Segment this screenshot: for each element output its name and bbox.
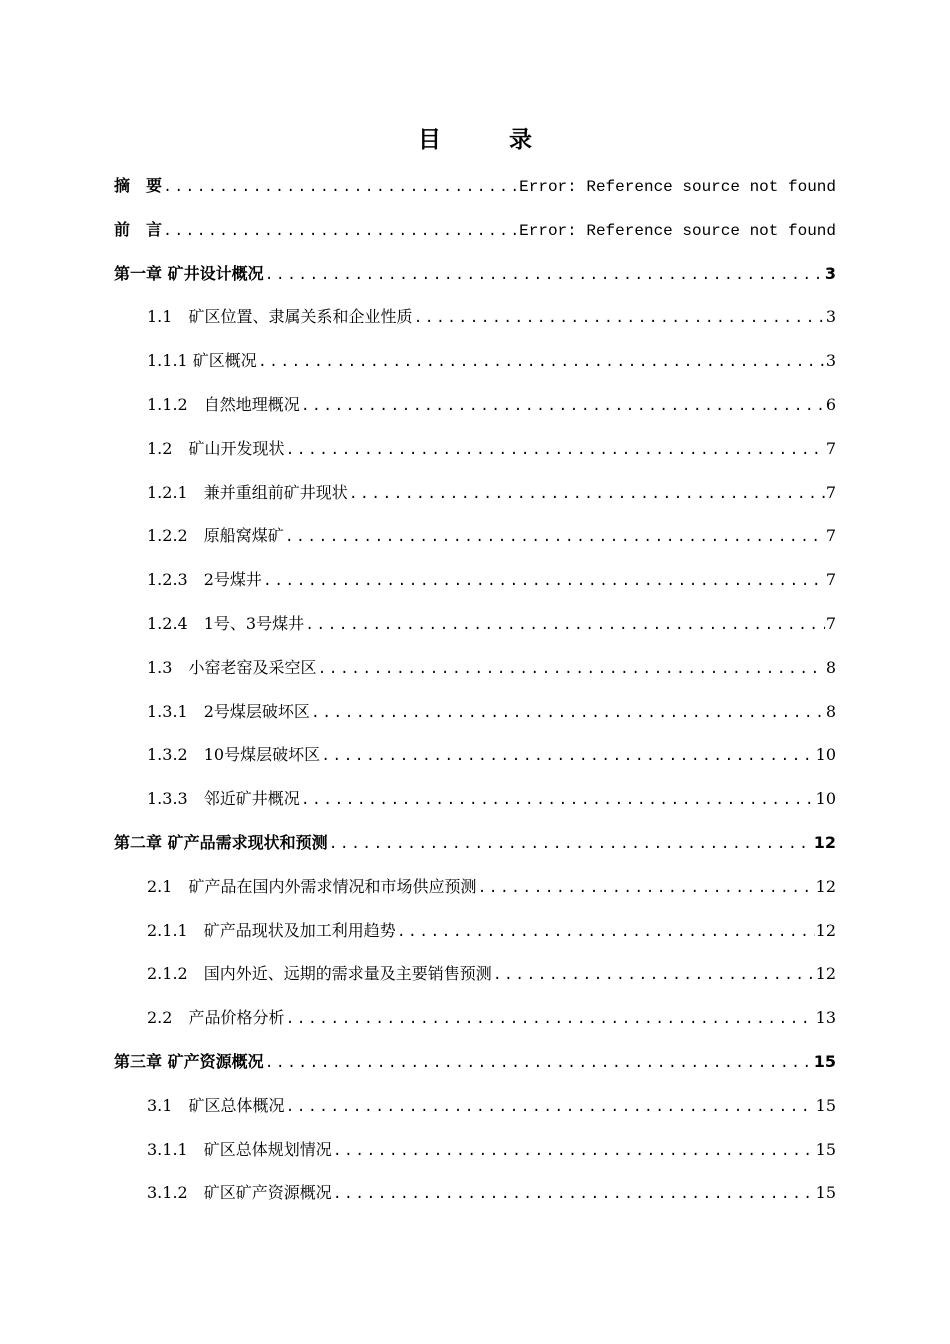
toc-entry-label: 第三章 矿产资源概况 [114,1052,264,1071]
toc-entry-label: 1.3.2 10号煤层破坏区 [147,745,321,765]
toc-dot-leader [285,998,814,1042]
toc-entry[interactable] [114,164,836,208]
toc-dot-leader [305,604,825,648]
toc-entry[interactable] [147,690,836,734]
toc-dot-leader [349,473,825,517]
toc-dot-leader [285,1086,814,1130]
toc-entry[interactable] [147,339,836,383]
toc-entry-page: 7 [825,526,836,546]
toc-dot-leader [301,779,815,823]
toc-entry-page: 15 [813,1052,836,1071]
toc-entry[interactable] [147,383,836,427]
toc-dot-leader [285,429,824,473]
toc-entry[interactable] [114,208,836,252]
toc-dot-leader [301,385,825,429]
toc-entry-label: 第二章 矿产品需求现状和预测 [114,833,328,852]
toc-dot-leader [265,1042,813,1086]
toc-entry-page: 7 [825,438,836,458]
toc-entry[interactable] [147,295,836,339]
toc-entry-label: 1.2.2 原船窝煤矿 [147,526,284,546]
toc-entry[interactable] [147,1171,836,1215]
toc-entry-page: 15 [815,1139,836,1159]
toc-entry-label: 1.1.2 自然地理概况 [147,395,300,414]
toc-entry-page: 7 [825,614,836,633]
toc-dot-leader [163,210,518,254]
toc-dot-leader [163,166,518,210]
toc-dot-leader [265,254,824,298]
toc-dot-leader [493,954,815,998]
toc-entry-page: 15 [815,1183,836,1203]
toc-entry-page: 8 [825,701,836,721]
toc-entry-page: Error: Reference source not found [519,178,836,196]
toc-entry-page: 12 [815,964,836,984]
toc-entry-page: 13 [815,1008,836,1028]
toc-entry-page: 3 [825,351,836,371]
toc-entry[interactable] [147,1128,836,1172]
toc-entry[interactable] [147,909,836,953]
toc-entry-label: 2.1.1 矿产品现状及加工利用趋势 [147,920,396,940]
toc-entry-page: Error: Reference source not found [519,221,836,240]
toc-dot-leader [317,648,824,692]
toc-dot-leader [413,297,824,341]
toc-entry-label: 1.2.1 兼并重组前矿井现状 [147,482,348,502]
toc-entry-label: 3.1.2 矿区矿产资源概况 [147,1183,332,1203]
toc-dot-leader [333,1173,815,1217]
toc-entry-label: 2.1 矿产品在国内外需求情况和市场供应预测 [147,876,477,896]
toc-entry-page: 7 [825,570,836,590]
toc-dot-leader [397,911,815,955]
toc-entry[interactable] [147,558,836,602]
toc-entry[interactable] [147,602,836,646]
toc-entry[interactable] [114,252,836,296]
toc-entry-label: 1.3.3 邻近矿井概况 [147,789,300,809]
toc-dot-leader [329,823,813,867]
toc-entry-label: 2.1.2 国内外近、远期的需求量及主要销售预测 [147,964,492,984]
toc-entry-page: 10 [815,789,836,809]
toc-entry-label: 摘 要 [114,176,163,195]
toc-dot-leader [285,516,825,560]
toc-entry-label: 1.3 小窑老窑及采空区 [147,657,317,677]
toc-entry-page: 6 [825,395,836,414]
toc-entry-label: 1.3.1 2号煤层破坏区 [147,701,310,721]
toc-entry[interactable] [147,514,836,558]
toc-entry-page: 12 [815,920,836,940]
toc-entry[interactable] [147,471,836,515]
toc-title: 目 录 [417,127,562,153]
toc-entry-page: 12 [815,876,836,896]
toc-entry-page: 3 [824,263,836,283]
toc-entry-page: 10 [815,745,836,765]
toc-entry[interactable] [147,733,836,777]
toc-entry-page: 8 [825,657,836,677]
toc-entry-label: 1.1.1 矿区概况 [147,351,257,371]
toc-entry-label: 1.1 矿区位置、隶属关系和企业性质 [147,307,413,327]
toc-entry[interactable] [147,777,836,821]
toc-entry[interactable] [147,952,836,996]
toc-entry-page: 7 [825,482,836,502]
toc-entry[interactable] [114,821,836,865]
toc-entry-label: 1.2 矿山开发现状 [147,438,285,458]
toc-entry-label: 1.2.4 1号、3号煤井 [147,614,305,633]
toc-entry[interactable] [114,1040,836,1084]
toc-dot-leader [263,560,825,604]
toc-dot-leader [477,867,814,911]
toc-entry-page: 12 [813,833,836,852]
toc-entry-label: 3.1.1 矿区总体规划情况 [147,1139,332,1159]
toc-entry[interactable] [147,646,836,690]
toc-entry-label: 3.1 矿区总体概况 [147,1095,285,1115]
toc-dot-leader [311,692,825,736]
toc-entry-label: 第一章 矿井设计概况 [114,263,264,283]
toc-dot-leader [333,1130,815,1174]
toc-entry[interactable] [147,1084,836,1128]
toc-entry-label: 2.2 产品价格分析 [147,1008,285,1028]
toc-entry[interactable] [147,996,836,1040]
toc-entry-page: 15 [815,1095,836,1115]
toc-entry-page: 3 [825,307,836,327]
toc-dot-leader [321,735,815,779]
toc-entry[interactable] [147,427,836,471]
toc-entry-label: 前 言 [114,219,163,239]
toc-dot-leader [258,341,825,385]
toc-entry-label: 1.2.3 2号煤井 [147,570,262,590]
toc-entry[interactable] [147,865,836,909]
